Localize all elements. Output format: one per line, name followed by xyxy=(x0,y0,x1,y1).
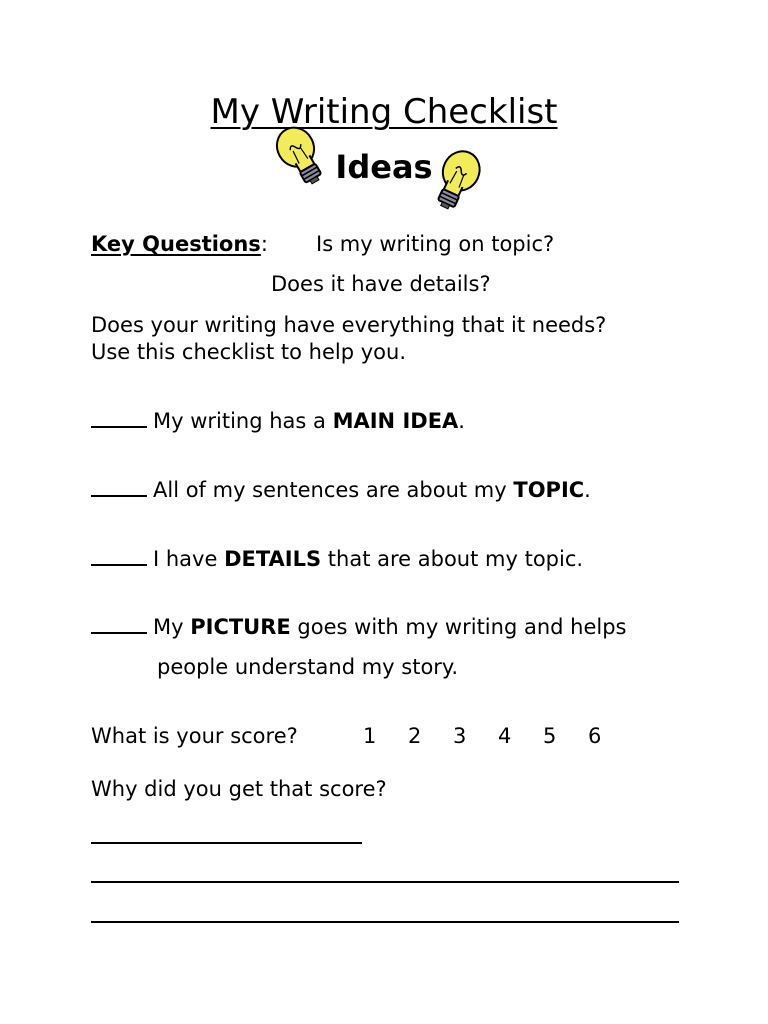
checkbox-blank-line[interactable] xyxy=(91,563,147,566)
key-questions-colon: : xyxy=(260,232,268,256)
score-options xyxy=(363,724,633,748)
score-option-4[interactable]: 4 xyxy=(498,724,512,748)
answer-line[interactable] xyxy=(91,881,679,883)
intro-line-2: Use this checklist to help you. xyxy=(91,340,406,364)
score-option-1[interactable]: 1 xyxy=(363,724,377,748)
key-questions-label: Key Questions xyxy=(91,232,261,256)
checklist-item: My PICTURE goes with my writing and helps xyxy=(91,615,626,639)
answer-line[interactable] xyxy=(91,842,362,844)
checklist-item: All of my sentences are about my TOPIC. xyxy=(91,478,591,502)
key-question-1: Is my writing on topic? xyxy=(316,232,555,256)
key-questions-label-row xyxy=(91,232,268,256)
checkbox-blank-line[interactable] xyxy=(91,425,147,428)
checklist-item: I have DETAILS that are about my topic. xyxy=(91,547,583,571)
section-title: Ideas xyxy=(335,148,433,186)
score-option-3[interactable]: 3 xyxy=(453,724,467,748)
checkbox-blank-line[interactable] xyxy=(91,631,147,634)
checklist-item-continuation: people understand my story. xyxy=(157,655,459,679)
page-title: My Writing Checklist xyxy=(210,92,558,132)
checkbox-blank-line[interactable] xyxy=(91,494,147,497)
intro-line-1: Does your writing have everything that it needs? xyxy=(91,313,607,337)
key-question-2: Does it have details? xyxy=(271,272,491,296)
score-option-2[interactable]: 2 xyxy=(408,724,422,748)
why-question: Why did you get that score? xyxy=(91,777,387,801)
checklist-item: My writing has a MAIN IDEA. xyxy=(91,409,465,433)
score-option-6[interactable]: 6 xyxy=(588,724,602,748)
score-option-5[interactable]: 5 xyxy=(543,724,557,748)
answer-line[interactable] xyxy=(91,921,679,923)
score-question: What is your score? xyxy=(91,724,298,748)
